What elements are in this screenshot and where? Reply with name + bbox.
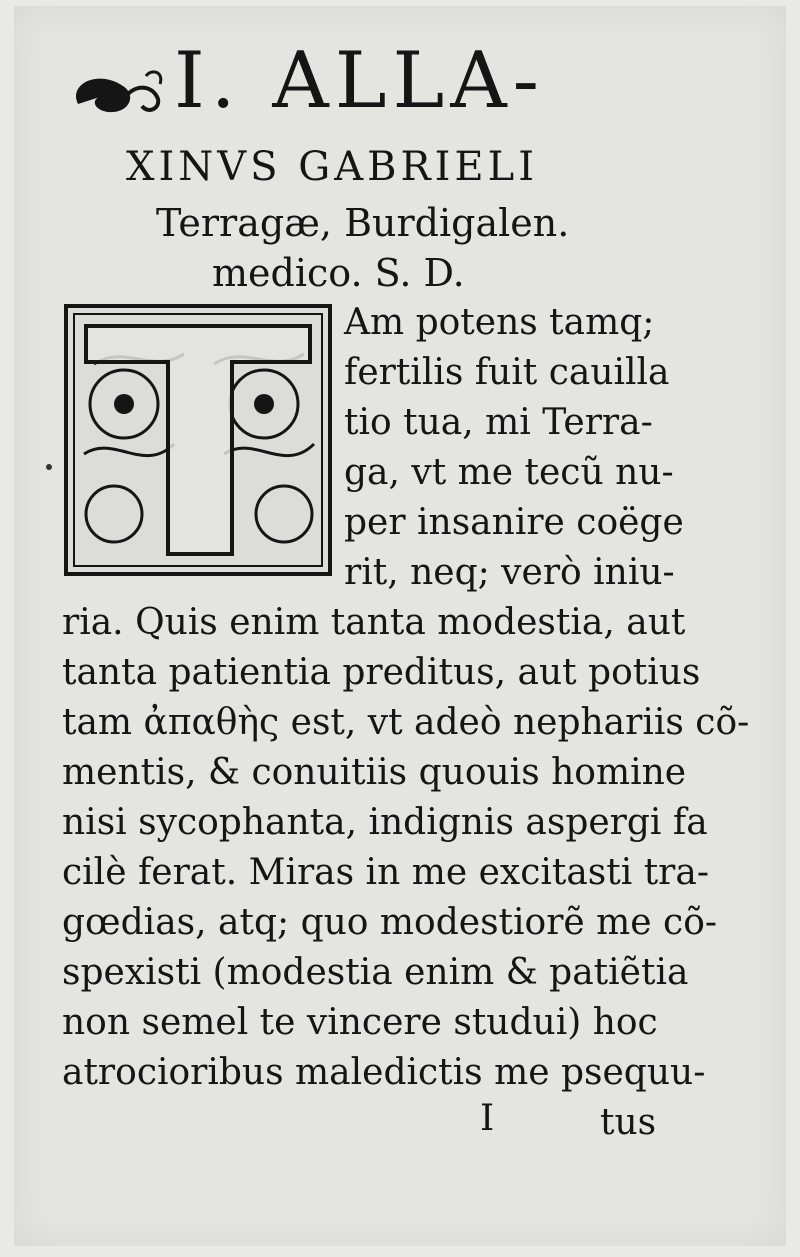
decorated-initial-t: [64, 304, 332, 576]
body-line: per insanire coëge: [344, 502, 684, 543]
body-line: tam ἀπαθὴς est, vt adeò nephariis cõ-: [62, 702, 750, 743]
body-line: mentis, & conuitiis quouis homine: [62, 752, 687, 793]
body-line: spexisti (modestia enim & patiẽtia: [62, 952, 689, 993]
fleuron-ornament: [68, 64, 168, 124]
ink-dot: [46, 464, 52, 470]
catchword: tus: [600, 1102, 657, 1143]
body-line: gœdias, atq; quo modestiorẽ me cõ-: [62, 902, 718, 943]
body-line: Am potens tamq;: [344, 302, 655, 343]
body-line: rit, neq; verò iniu-: [344, 552, 675, 593]
body-line: cilè ferat. Miras in me excitasti tra-: [62, 852, 709, 893]
signature-mark: I: [480, 1098, 495, 1139]
book-page: [14, 6, 786, 1246]
heading-line-4: medico. S. D.: [212, 251, 465, 295]
heading-line-2: XINVS GABRIELI: [126, 144, 538, 190]
body-line: non semel te vincere studui) hoc: [62, 1002, 658, 1043]
body-line: tanta patientia preditus, aut potius: [62, 652, 701, 693]
body-line: fertilis fuit cauilla: [344, 352, 670, 393]
body-line: nisi sycophanta, indignis aspergi fa: [62, 802, 708, 843]
heading-line-3: Terragæ, Burdigalen.: [156, 201, 570, 245]
body-line: ria. Quis enim tanta modestia, aut: [62, 602, 686, 643]
body-line: tio tua, mi Terra-: [344, 402, 653, 443]
body-line: ga, vt me tecũ nu-: [344, 452, 674, 493]
body-line: atrocioribus maledictis me psequu-: [62, 1052, 706, 1093]
heading-line-1: I. ALLA-: [174, 36, 546, 126]
